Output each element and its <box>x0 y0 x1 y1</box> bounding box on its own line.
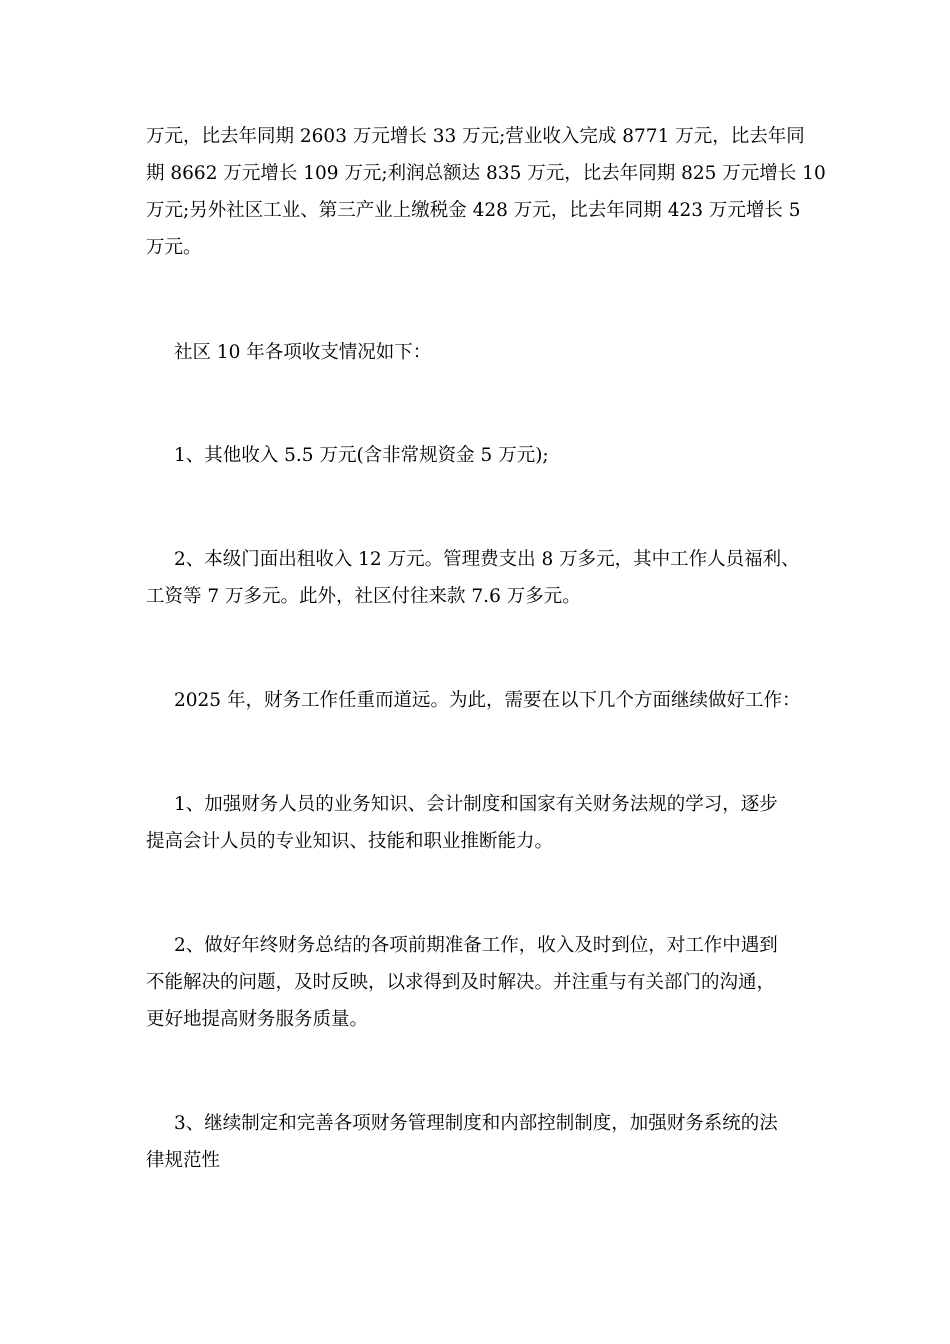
paragraph-line: 工资等 7 万多元。此外，社区付往来款 7.6 万多元。 <box>146 586 581 607</box>
paragraph-line: 万元。 <box>146 237 202 258</box>
paragraph-line: 万元，比去年同期 2603 万元增长 33 万元;营业收入完成 8771 万元，比去年同 <box>146 126 805 147</box>
list-item: 1、加强财务人员的业务知识、会计制度和国家有关财务法规的学习，逐步 <box>174 794 778 815</box>
list-item: 3、继续制定和完善各项财务管理制度和内部控制制度，加强财务系统的法 <box>174 1113 778 1134</box>
paragraph-line: 期 8662 万元增长 109 万元;利润总额达 835 万元，比去年同期 825 万元增长 10 <box>146 163 826 184</box>
list-item: 1、其他收入 5.5 万元(含非常规资金 5 万元); <box>174 445 549 466</box>
paragraph-line: 提高会计人员的专业知识、技能和职业推断能力。 <box>146 831 554 852</box>
paragraph-line: 社区 10 年各项收支情况如下： <box>174 342 432 363</box>
list-item: 2、做好年终财务总结的各项前期准备工作，收入及时到位，对工作中遇到 <box>174 935 778 956</box>
paragraph-line: 更好地提高财务服务质量。 <box>146 1009 369 1030</box>
paragraph-line: 万元;另外社区工业、第三产业上缴税金 428 万元，比去年同期 423 万元增长 5 <box>146 200 801 221</box>
list-item: 2、本级门面出租收入 12 万元。管理费支出 8 万多元，其中工作人员福利、 <box>174 549 800 570</box>
paragraph-line: 律规范性 <box>146 1150 221 1171</box>
paragraph-line: 不能解决的问题，及时反映，以求得到及时解决。并注重与有关部门的沟通， <box>146 972 776 993</box>
paragraph-line: 2025 年，财务工作任重而道远。为此，需要在以下几个方面继续做好工作： <box>174 690 801 711</box>
